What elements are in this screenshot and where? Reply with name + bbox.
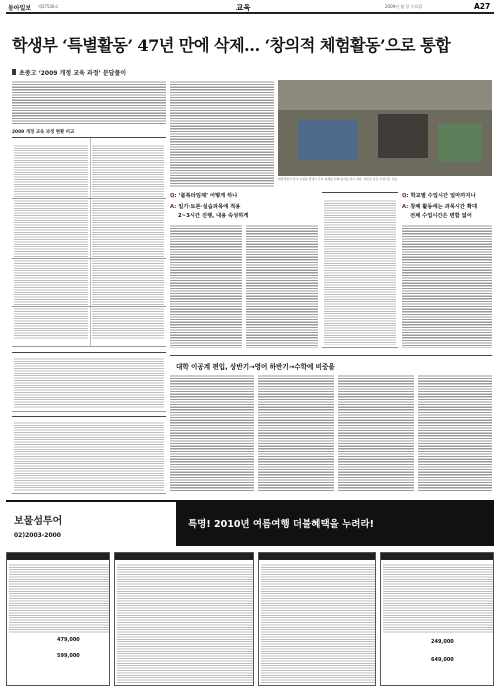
sidebar-table-rows	[324, 199, 396, 345]
hours-table-rows	[14, 357, 164, 409]
comparison-table	[12, 137, 166, 347]
table-row-divider	[12, 306, 166, 307]
page-number: A27	[474, 2, 491, 11]
tour-price: 599,000	[57, 653, 80, 659]
tour-box-listings	[117, 563, 253, 683]
section-q2: Q: 학교별 수업시간 얼마까지나	[402, 193, 476, 199]
schedule-table-rows	[14, 421, 164, 491]
tour-box-listings	[261, 563, 375, 683]
subheadline-marker	[12, 69, 16, 75]
related-body-2	[258, 374, 334, 492]
hours-table	[12, 352, 166, 412]
article-body-column-2	[170, 80, 274, 188]
article-body-column-3	[170, 224, 242, 348]
tour-box-2	[114, 552, 254, 686]
section-a1-sub: 2~3시간 진행, 내용 숙성하게	[178, 213, 249, 219]
related-headline: 대학 이공계 편입, 상반기→영어 하반기→수학에 비중을	[176, 363, 335, 371]
section-a2-sub: 전체 수업시간은 변함 없어	[410, 213, 472, 219]
table-divider	[90, 138, 91, 346]
tour-price: 479,000	[57, 637, 80, 643]
issue-date: 2009년 월 일 수요일	[385, 4, 423, 9]
article-body-column-5	[402, 224, 492, 348]
section-name: 교육	[236, 3, 251, 12]
article-subheadline: 초중고 ‘2009 개정 교육 과정’ 문답풀이	[19, 70, 127, 77]
table-title: 2009 개정 교육 과정 현황 비교	[12, 130, 75, 135]
tour-price: 649,000	[431, 657, 454, 663]
section-a1: A: 일기·토론·실습과목에 적용	[170, 204, 241, 210]
related-article-rule	[170, 355, 492, 356]
schedule-table	[12, 416, 166, 494]
table-column-left	[14, 144, 88, 340]
table-row-divider	[12, 258, 166, 259]
sidebar-table	[322, 192, 398, 348]
publication-name: 동아일보	[8, 5, 32, 12]
tour-price: 249,000	[431, 639, 454, 645]
section-a2: A: 창체 활동에는 과목시간 확대	[402, 204, 478, 210]
tour-box-3	[258, 552, 376, 686]
article-headline: 학생부 ‘특별활동’ 47년 만에 삭제… ‘창의적 체험활동’으로 통합	[12, 36, 451, 55]
ad-banner	[176, 502, 494, 546]
table-row-divider	[12, 198, 166, 199]
related-body-1	[170, 374, 254, 492]
related-body-4	[418, 374, 492, 492]
header-rule	[6, 12, 494, 14]
classroom-photo	[278, 80, 492, 176]
related-body-3	[338, 374, 414, 492]
issue-number: 제27536호	[38, 4, 59, 9]
ad-brand-logo: 보물섬투어	[14, 516, 63, 527]
table-column-right	[92, 144, 164, 340]
intro-body-text	[12, 80, 166, 124]
tour-box-header	[7, 553, 109, 560]
tour-box-listings	[9, 563, 109, 633]
photo-caption: 대학생들이 학교 수업을 끝내고 주가 과제를 위해 준비를 하고 있다. 사진은 자료 수업시간 모습.	[278, 177, 398, 181]
ad-banner-text: 특명! 2010년 여름여행 더블혜택을 누려라!	[188, 519, 374, 530]
tour-box-1	[6, 552, 110, 686]
tour-box-listings	[383, 563, 493, 633]
ad-phone-number: 02)2003-2000	[14, 532, 61, 539]
article-body-column-4	[246, 224, 318, 348]
section-q1: Q: ‘블록타임제’ 어떻게 하나	[170, 193, 238, 199]
tour-box-4	[380, 552, 494, 686]
